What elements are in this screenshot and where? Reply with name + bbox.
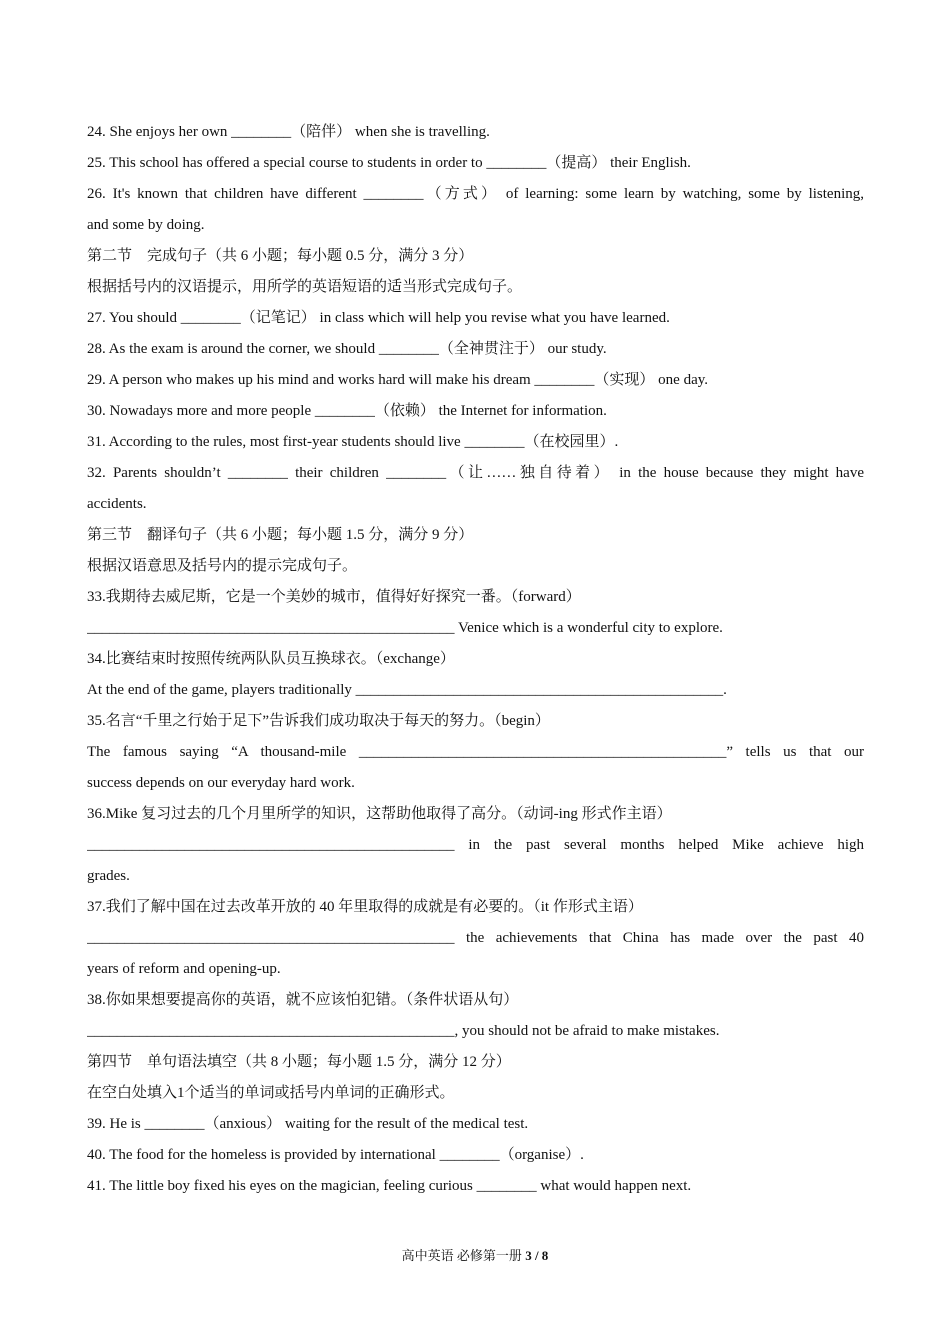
text-line: _________________________________________________ Venice which is a wonderful city to explore.	[87, 620, 723, 636]
text-line: 31. According to the rules, most first-year students should live ________（在校园里）.	[87, 434, 619, 450]
text-line: 24. She enjoys her own ________（陪伴） when she is travelling.	[87, 124, 490, 140]
text-line: grades.	[87, 868, 130, 884]
text-line: 35.名言“千里之行始于足下”告诉我们成功取决于每天的努力。（begin）	[87, 713, 550, 729]
text-line: _________________________________________________ the achievements that China has made over the past 40	[87, 930, 864, 946]
text-line: 根据括号内的汉语提示，用所学的英语短语的适当形式完成句子。	[87, 279, 523, 295]
page-number: 3 / 8	[525, 1248, 549, 1263]
footer-label: 高中英语 必修第一册	[401, 1248, 526, 1263]
text-line: 第三节 翻译句子（共 6 小题；每小题 1.5 分，满分 9 分）	[87, 527, 474, 543]
exercise-content	[87, 117, 864, 1202]
text-line: 36.Mike 复习过去的几个月里所学的知识，这帮助他取得了高分。（动词-ing 形式作主语）	[87, 806, 672, 822]
text-line: 第二节 完成句子（共 6 小题；每小题 0.5 分，满分 3 分）	[87, 248, 474, 264]
text-line: 第四节 单句语法填空（共 8 小题；每小题 1.5 分，满分 12 分）	[87, 1054, 511, 1070]
text-line: 40. The food for the homeless is provided by international ________（organise）.	[87, 1147, 584, 1163]
text-line: years of reform and opening-up.	[87, 961, 281, 977]
text-line: 37.我们了解中国在过去改革开放的 40 年里取得的成就是有必要的。（it 作形式主语）	[87, 899, 643, 915]
text-line: 33.我期待去威尼斯，它是一个美妙的城市，值得好好探究一番。（forward）	[87, 589, 581, 605]
text-line: _________________________________________________ in the past several months helped Mike achieve high	[87, 837, 864, 853]
text-line: and some by doing.	[87, 217, 205, 233]
text-line: 38.你如果想要提高你的英语，就不应该怕犯错。（条件状语从句）	[87, 992, 519, 1008]
text-line: At the end of the game, players traditionally _________________________________________________.	[87, 682, 727, 698]
text-line: 在空白处填入1个适当的单词或括号内单词的正确形式。	[87, 1085, 455, 1101]
text-line: The famous saying “A thousand-mile _________________________________________________” tells us that our	[87, 744, 864, 760]
text-line: 41. The little boy fixed his eyes on the magician, feeling curious ________ what would happen next.	[87, 1178, 692, 1194]
text-line: 26. It's known that children have different ________（方式） of learning: some learn by watching, some by listening,	[87, 186, 864, 202]
text-line: 25. This school has offered a special course to students in order to ________（提高） their English.	[87, 155, 691, 171]
text-line: 根据汉语意思及括号内的提示完成句子。	[87, 558, 358, 574]
text-line: 30. Nowadays more and more people ________（依赖） the Internet for information.	[87, 403, 607, 419]
text-line: success depends on our everyday hard work.	[87, 775, 355, 791]
text-line: 34.比赛结束时按照传统两队队员互换球衣。（exchange）	[87, 651, 455, 667]
text-line: 32. Parents shouldn’t ________ their children ________（让……独自待着） in the house because they might have	[87, 465, 864, 481]
text-line: 29. A person who makes up his mind and works hard will make his dream ________（实现） one day.	[87, 372, 709, 388]
text-line: 28. As the exam is around the corner, we should ________（全神贯注于） our study.	[87, 341, 607, 357]
text-line: accidents.	[87, 496, 147, 512]
text-line: 39. He is ________（anxious） waiting for the result of the medical test.	[87, 1116, 529, 1132]
page-footer	[0, 1246, 950, 1266]
text-line: _________________________________________________, you should not be afraid to make mistakes.	[87, 1023, 720, 1039]
text-line: 27. You should ________（记笔记） in class which will help you revise what you have learned.	[87, 310, 670, 326]
